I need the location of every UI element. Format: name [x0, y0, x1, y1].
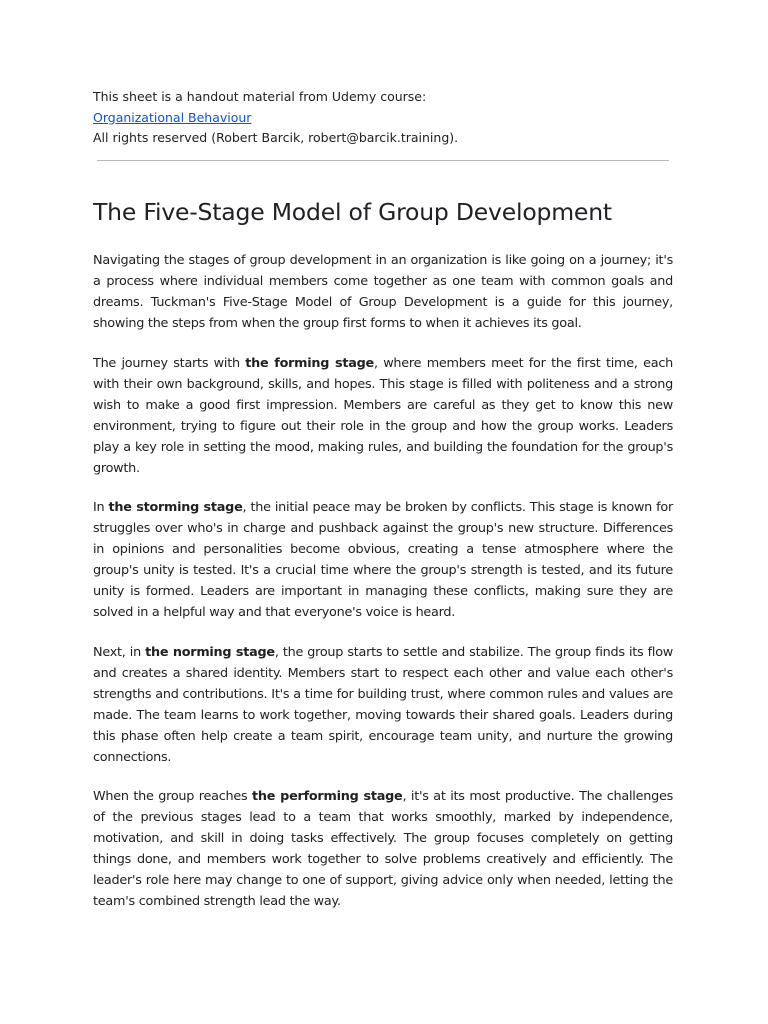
performing-stage-term: the performing stage — [252, 789, 403, 804]
paragraph-norming-lead: Next, in — [93, 644, 146, 660]
paragraph-forming-lead: The journey starts with — [93, 355, 246, 371]
document-body — [93, 250, 673, 931]
document-page — [93, 87, 674, 909]
horizontal-divider — [97, 160, 669, 161]
paragraph-performing-lead: When the group reaches — [93, 789, 253, 804]
storming-stage-term: the storming stage — [108, 500, 243, 515]
course-link[interactable]: Organizational Behaviour — [93, 109, 252, 125]
norming-stage-term: the norming stage — [145, 644, 275, 660]
rights-notice: All rights reserved (Robert Barcik, robert@barcik.training). — [93, 130, 459, 145]
paragraph-storming-text: , the initial peace may be broken by conflicts. This stage is known for struggles over who's in charge and pushback against the group's new structure. Differences in opinions and personalities become obvious, creating a tense atmosphere where the group's unity is tested. It's a crucial time where the group's strength is tested, and its future unity is formed. Leaders are important in managing these conflicts, making sure they are solved in a helpful way and that everyone's voice is heard. — [93, 500, 674, 620]
page-title: The Five-Stage Model of Group Development — [93, 198, 612, 226]
paragraph-forming — [93, 353, 673, 479]
paragraph-norming — [93, 642, 673, 768]
paragraph-intro: Navigating the stages of group development in an organization is like going on a journey; it's a process where individual members come together as one team with common goals and dreams. Tuckman's Five-Stage Model of Group Development is a guide for this journey, showing the steps from when the group first forms to when it achieves its goal. — [93, 253, 673, 331]
paragraph-forming-text: , where members meet for the first time, each with their own background, skills, and hopes. This stage is filled with politeness and a strong wish to make a good first impression. Members are careful as they get to know this new environment, trying to figure out their role in the group and how the group works. Leaders play a key role in setting the mood, making rules, and building the foundation for the group's growth. — [93, 355, 673, 476]
paragraph-norming-text: , the group starts to settle and stabilize. The group finds its flow and creates a shared identity. Members start to respect each other and value each other's strengths and contributions. It's a time for building trust, where common rules and values are made. The team learns to work together, moving towards their shared goals. Leaders during this phase often help create a team spirit, encourage team unity, and nurture the growing connections. — [93, 644, 673, 765]
forming-stage-term: the forming stage — [245, 355, 374, 371]
course-line — [93, 108, 673, 129]
paragraph-storming-lead: In — [93, 500, 109, 515]
paragraph-performing — [93, 786, 673, 912]
paragraph-performing-text: , it's at its most productive. The challenges of the previous stages lead to a team that works smoothly, marked by independence, motivation, and skill in doing tasks effectively. The group focuses completely on getting things done, and members work together to solve problems creatively and efficiently. The leader's role here may change to one of support, giving advice only when needed, letting the team's combined strength lead the way. — [93, 789, 673, 909]
paragraph-storming — [93, 497, 673, 623]
handout-notice: This sheet is a handout material from Udemy course: — [93, 89, 427, 104]
